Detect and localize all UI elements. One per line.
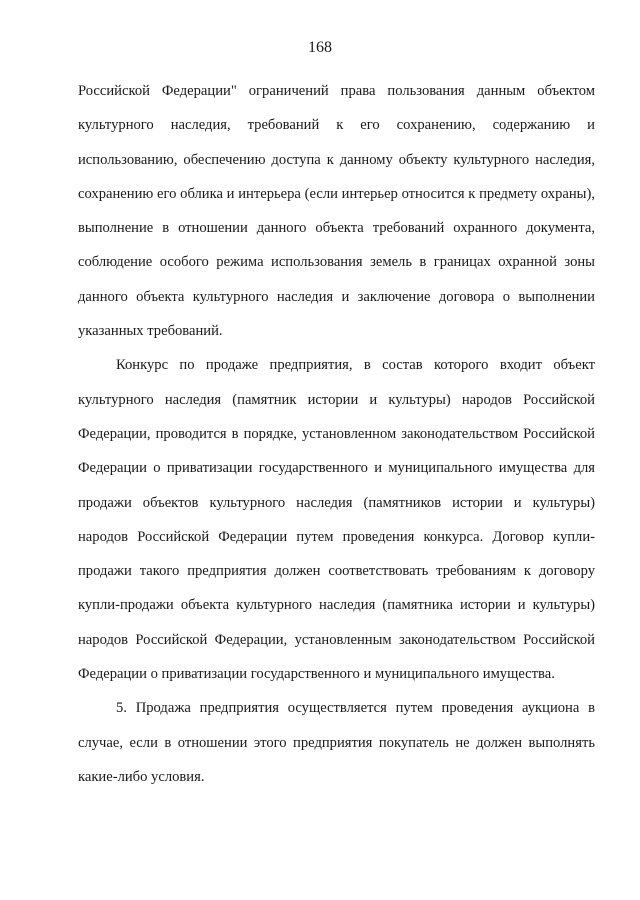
document-body [78, 74, 595, 794]
paragraph-item-5: 5. Продажа предприятия осуществляется путем проведения аукциона в случае, если в отношении этого предприятия покупатель не должен выполнять какие-либо условия. [78, 700, 595, 785]
paragraph-continuation: Российской Федерации" ограничений права пользования данным объектом культурного наследия, требований к его сохранению, содержанию и использованию, обеспечению доступа к данному объекту культурного наследия, сохранению его облика и интерьера (если интерьер относится к предмету охраны), выполнение в отношении данного объекта требований охранного документа, соблюдение особого режима использования земель в границах охранной зоны данного объекта культурного наследия и заключение договора о выполнении указанных требований. [78, 83, 595, 340]
page-number: 168 [308, 39, 332, 56]
paragraph-contest-sale: Конкурс по продаже предприятия, в состав которого входит объект культурного наследия (памятник истории и культуры) народов Российской Федерации, проводится в порядке, установленном законодательством Российской Федерации о приватизации государственного и муниципального имущества для продажи объектов культурного наследия (памятников истории и культуры) народов Российской Федерации путем проведения конкурса. Договор купли-продажи такого предприятия должен соответствовать требованиям к договору купли-продажи объекта культурного наследия (памятника истории и культуры) народов Российской Федерации, установленным законодательством Российской Федерации о приватизации государственного и муниципального имущества. [78, 357, 595, 683]
